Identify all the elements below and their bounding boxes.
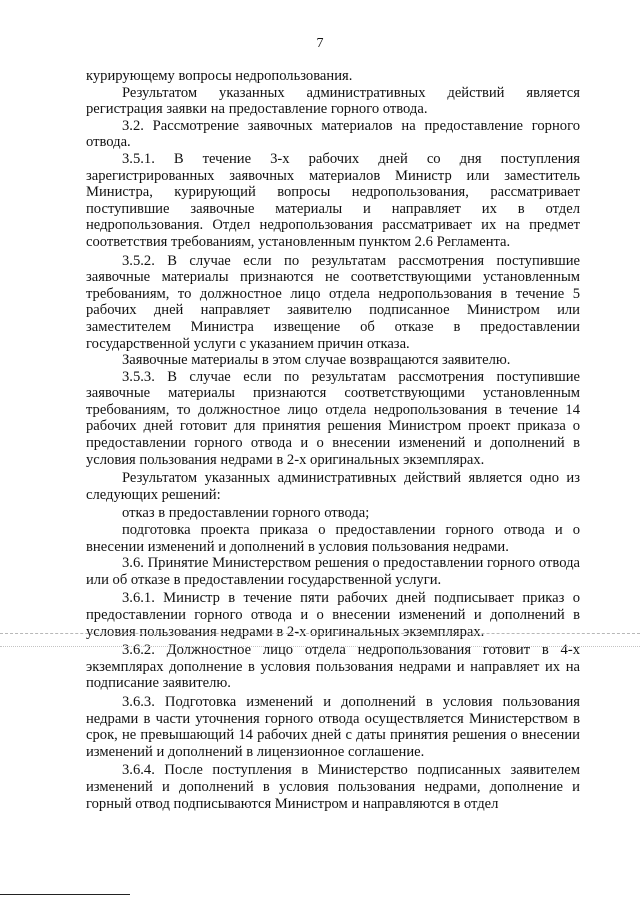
paragraph-continuation: курирующему вопросы недропользования. (86, 68, 353, 84)
paragraph-section-3-5-3: 3.5.3. В случае если по результатам рассмотрения поступившие заявочные материалы признаются соответствующими установленным требованиям, то должностное лицо отдела недропользования в течение 14 рабочих дней готовит для принятия решения Министром проект приказа о предоставлении горного отвода и о внесении изменений и дополнений в условия пользования недрами в 2-х оригинальных экземплярах. (86, 368, 580, 468)
paragraph-section-3-6-3: 3.6.3. Подготовка изменений и дополнений в условия пользования недрами в части уточнения горного отвода осуществляется Министерством в срок, не превышающий 14 рабочих дней с даты принятия решения о внесении изменений и дополнений в лицензионное соглашение. (86, 693, 580, 760)
paragraph-decision-refusal: отказ в предоставлении горного отвода; (122, 505, 370, 522)
paragraph-section-3-5-2: 3.5.2. В случае если по результатам рассмотрения поступившие заявочные материалы признаются не соответствующими установленным требованиям, то должностное лицо отдела недропользования в течение 5 рабочих дней направляет заявителю подписанное Министром или заместителем Министра извещение об отказе в предоставлении государственной услуги с указанием причин отказа. (86, 252, 580, 352)
paragraph-result-registration: Результатом указанных административных действий является регистрация заявки на предоставление горного отвода. (86, 84, 580, 118)
paragraph-section-3-6-1: 3.6.1. Министр в течение пяти рабочих дней подписывает приказ о предоставлении горного отвода и о внесении изменений и дополнений в условия пользования недрами в 2-х оригинальных экземплярах. (86, 590, 580, 640)
paragraph-section-3-6: 3.6. Принятие Министерством решения о предоставлении горного отвода или об отказе в предоставлении государственной услуги. (86, 555, 580, 588)
paragraph-section-3-2: 3.2. Рассмотрение заявочных материалов на предоставление горного отвода. (86, 117, 580, 151)
paragraph-materials-returned: Заявочные материалы в этом случае возвращаются заявителю. (122, 352, 511, 369)
page-number: 7 (316, 36, 324, 51)
paragraph-section-3-6-4: 3.6.4. После поступления в Министерство подписанных заявителем изменений и дополнений в условия пользования недрами, дополнение и горный отвод подписываются Министром и направляются в отдел (86, 762, 580, 812)
paragraph-section-3-6-2: 3.6.2. Должностное лицо отдела недропользования готовит в 4-х экземплярах дополнение в условия пользования недрами и направляет их на подписание заявителю. (86, 642, 580, 692)
paragraph-decision-draft-order: подготовка проекта приказа о предоставлении горного отвода и о внесении изменений и дополнений в условия пользования недрами. (86, 522, 580, 555)
body-text (86, 68, 580, 812)
scan-artifact-line (0, 633, 640, 634)
scan-artifact-line (0, 646, 640, 647)
paragraph-section-3-5-1: 3.5.1. В течение 3-х рабочих дней со дня поступления зарегистрированных заявочных материалов Министр или заместитель Министра, курирующий вопросы недропользования, рассматривает поступившие заявочные материалы и направляет их в отдел недропользования. Отдел недропользования рассматривает их на предмет соответствия требованиям, установленным пунктом 2.6 Регламента. (86, 150, 580, 250)
footer-rule (0, 894, 130, 895)
paragraph-result-decisions: Результатом указанных административных действий является одно из следующих решений: (86, 470, 580, 503)
